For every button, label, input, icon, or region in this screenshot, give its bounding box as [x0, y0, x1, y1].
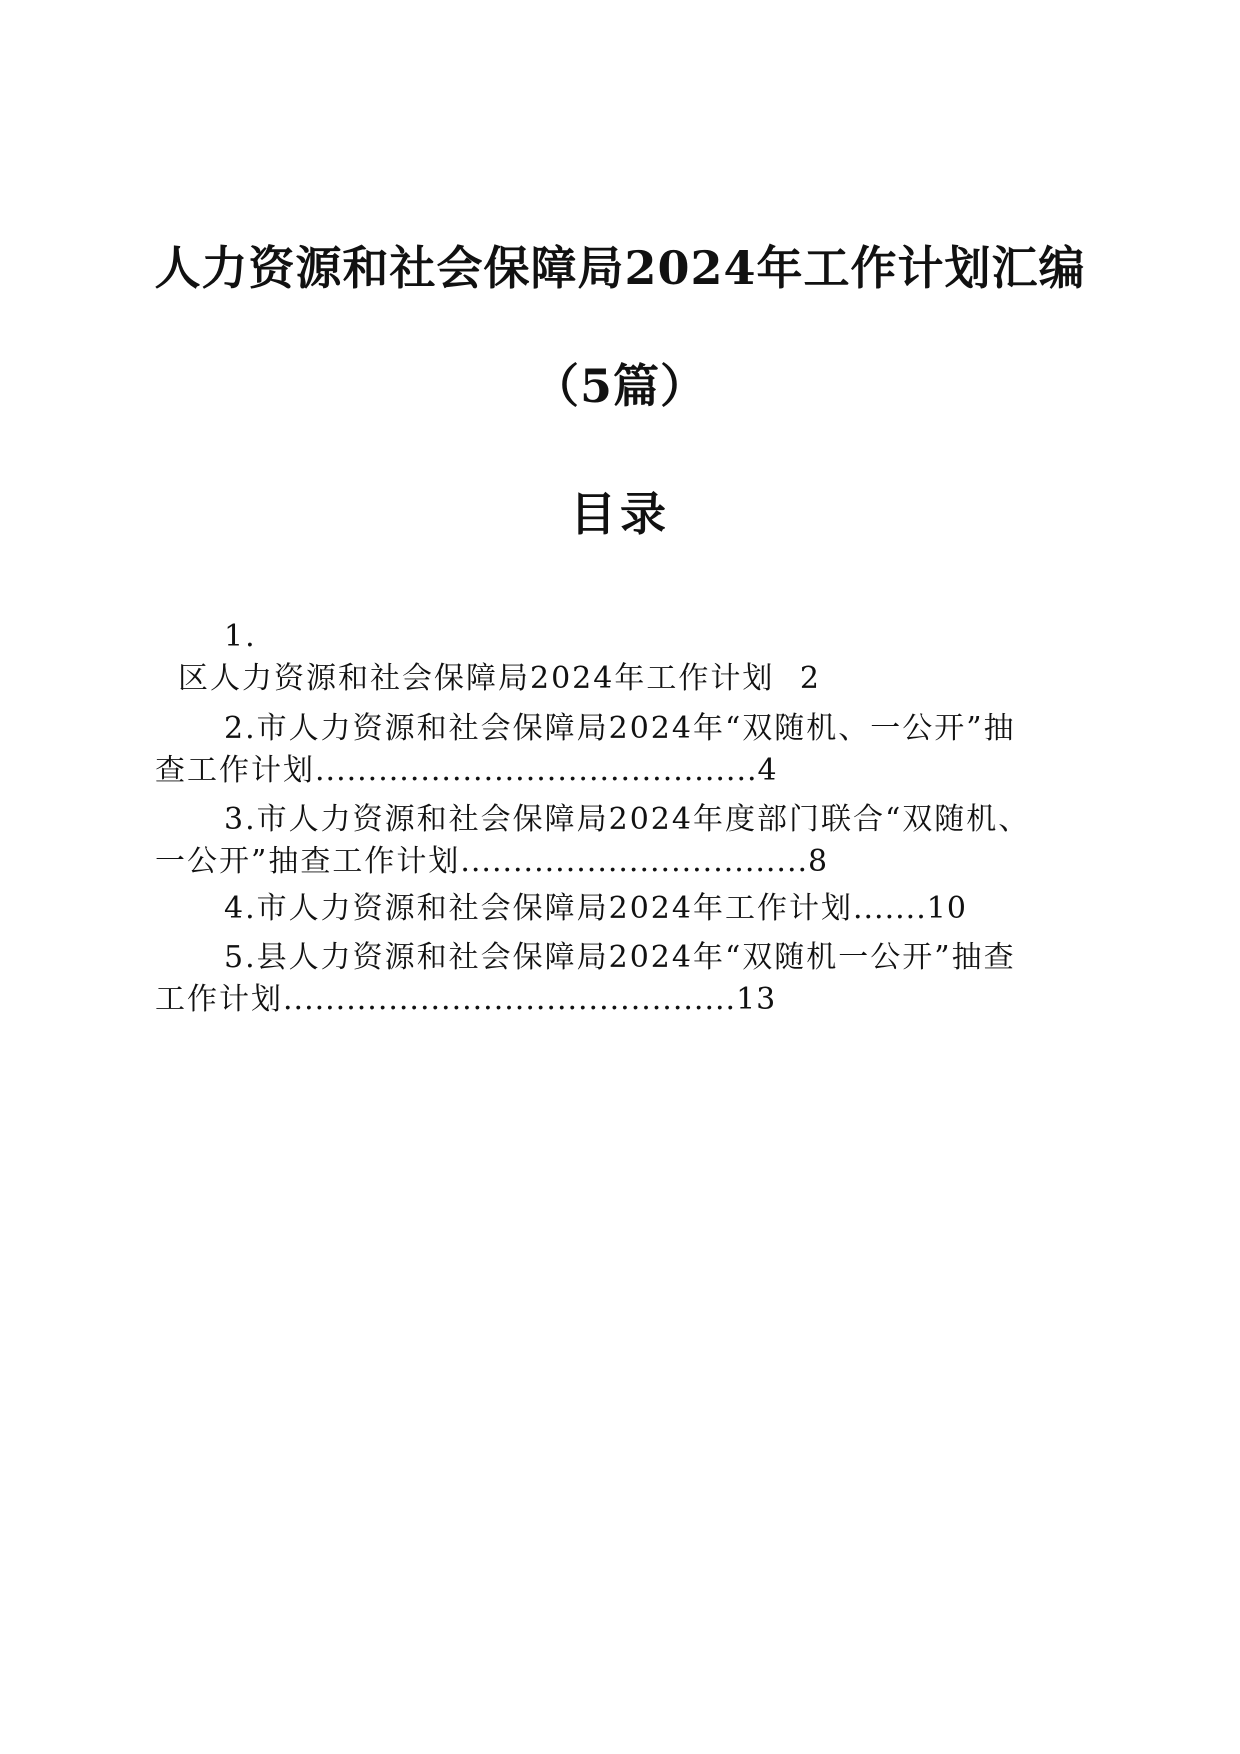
toc-entry-3-title-line2: 一公开”抽查工作计划: [155, 844, 461, 879]
toc-entry-4-title: 市人力资源和社会保障局2024年工作计划: [256, 891, 853, 926]
toc-entry-1-title: 区人力资源和社会保障局2024年工作计划: [178, 661, 775, 696]
toc-entry-2-title-line1: 市人力资源和社会保障局2024年“双随机、一公开”抽: [256, 711, 1016, 746]
toc-entry-1-page: 2: [799, 661, 820, 696]
toc-entry-3-continued[interactable]: [155, 842, 828, 882]
toc-heading: 目录: [570, 487, 670, 541]
toc-entry-4-leader: .......: [852, 891, 927, 926]
toc-entry-5-leader: ...........................................: [283, 982, 737, 1017]
toc-entry-3-page: 8: [808, 844, 829, 879]
toc-entry-2-number: 2.: [224, 711, 257, 746]
toc-entry-2-title-line2: 查工作计划: [155, 753, 315, 788]
toc-entry-2-page: 4: [757, 753, 778, 788]
toc-entry-5-number: 5.: [224, 940, 257, 975]
toc-entry-2[interactable]: [224, 709, 1016, 749]
toc-entry-3-number: 3.: [224, 802, 257, 837]
toc-entry-5-title-line2: 工作计划: [155, 982, 283, 1017]
toc-entry-3-title-line1: 市人力资源和社会保障局2024年度部门联合“双随机、: [256, 802, 1031, 837]
document-title: 人力资源和社会保障局2024年工作计划汇编: [154, 241, 1086, 295]
toc-entry-4-number: 4.: [224, 891, 257, 926]
toc-entry-3[interactable]: [224, 800, 1030, 840]
toc-entry-2-leader: ..........................................: [315, 753, 758, 788]
toc-entry-3-leader: .................................: [460, 844, 809, 879]
toc-entry-1[interactable]: [178, 659, 820, 699]
toc-entry-5[interactable]: [224, 938, 1016, 978]
toc-entry-5-title-line1: 县人力资源和社会保障局2024年“双随机一公开”抽查: [256, 940, 1016, 975]
toc-entry-4-page: 10: [926, 891, 967, 926]
toc-entry-5-page: 13: [736, 982, 777, 1017]
toc-entry-1-number[interactable]: 1.: [224, 619, 257, 654]
toc-entry-4[interactable]: [224, 889, 967, 929]
toc-entry-5-continued[interactable]: [155, 980, 776, 1020]
toc-entry-2-continued[interactable]: [155, 751, 778, 791]
document-subtitle: （5篇）: [532, 359, 707, 413]
